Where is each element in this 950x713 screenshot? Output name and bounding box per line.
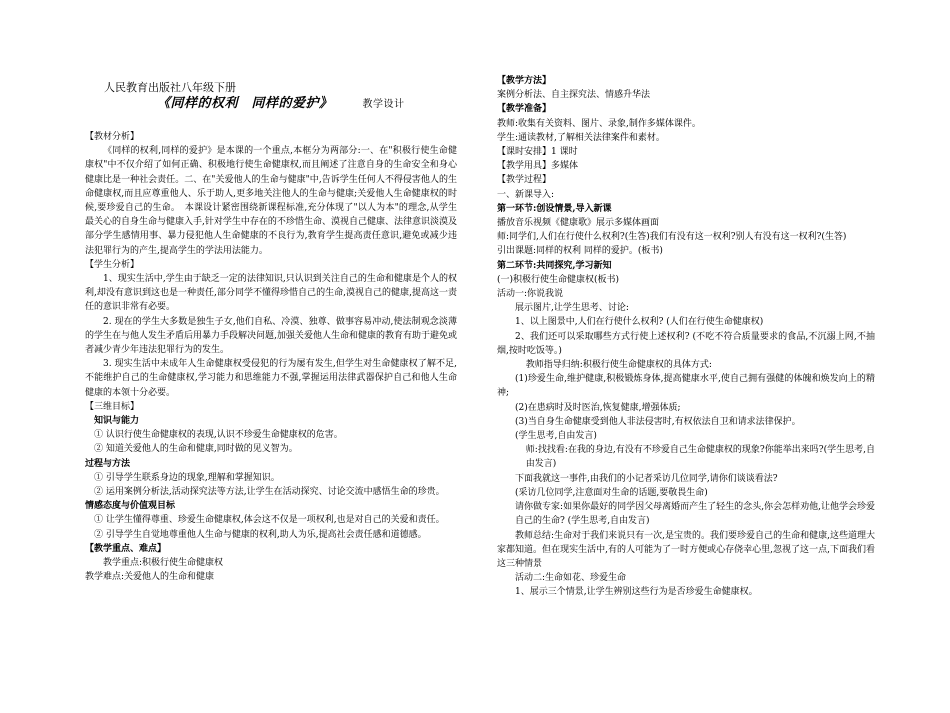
right-paragraph: 请你做专家:如果你最好的同学因父母离婚而产生了轻生的念头,你会怎样劝他,让他学会珍爱自己的生命? (学生思考,自由发言)	[515, 502, 875, 527]
left-paragraph: 【教学重点、难点】	[85, 543, 167, 554]
right-paragraph: 第一环节:创设情景,导入新课	[497, 203, 612, 214]
left-paragraph: ① 认识行使生命健康权的表现,认识不珍爱生命健康权的危害。	[94, 430, 343, 441]
right-paragraph: 一、新课导入:	[497, 189, 555, 200]
left-paragraph: 《同样的权利,同样的爱护》是本课的一个重点,本框分为两部分:一、在"积极行使生命健康权"中不仅介绍了如何正确、积极地行使生命健康权,而且阐述了注意自身的生命安全和身心健康比是一种社会责任。二、在"关爱他人的生命与健康"中,告诉学生任何人不得侵害他人的生命健康权,而且应尊重他人、乐于助人,更多地关注他人的生命与健康;关爱他人生命健康权的时候,要珍爱自己的生命。 本课设计紧密围绕新课程标准,充分体现了"以人为本"的理念,从学生最关心的自身生命与健康入手,针对学生中存在的不珍惜生命、漠视自己健康、法律意识淡漠及部分学生感情用事、暴力侵犯他人生命健康的不良行为,教育学生提高责任意识,避免或减少违法犯罪行为的产生,提高学生的学法用法能力。	[85, 146, 457, 256]
right-paragraph: 【教学用具】多媒体	[497, 161, 579, 172]
left-paragraph: ② 知道关爱他人的生命和健康,同时做的见义智为。	[94, 444, 298, 455]
right-paragraph: 【课时安排】1 课时	[497, 147, 578, 158]
right-paragraph: 2、我们还可以采取哪些方式行使上述权利? (不吃不符合质量要求的食品,不沉溺上网,不抽烟,按时吃饭等。)	[497, 331, 875, 356]
right-paragraph: 师:同学们,人们在行使什么权利?(生答)我们有没有这一权利?别人有没有这一权利?(生答)	[497, 232, 847, 243]
left-paragraph: 教学难点:关爱他人的生命和健康	[85, 572, 215, 583]
right-paragraph: 学生:通读教材,了解相关法律案件和素材。	[497, 132, 665, 143]
right-paragraph: 案例分析法、自主探究法、情感升华法	[497, 90, 651, 101]
right-paragraph: (3)当自身生命健康受到他人非法侵害时,有权依法自卫和请求法律保护。	[515, 416, 801, 427]
left-paragraph: 过程与方法	[85, 458, 131, 469]
right-paragraph: 教师:收集有关资料、图片、录象,制作多媒体课件。	[497, 118, 701, 129]
left-paragraph: 情感态度与价值观目标	[85, 501, 176, 512]
left-paragraph: 【学生分析】	[85, 259, 140, 270]
left-column	[85, 130, 457, 585]
right-paragraph: (学生思考,自由发言)	[515, 431, 597, 442]
right-paragraph: 引出课题:同样的权利 同样的爱护。(板书)	[497, 246, 663, 257]
left-paragraph: 1、现实生活中,学生由于缺乏一定的法律知识,只认识到关注自己的生命和健康是个人的权利,却没有意识到这也是一种责任,部分同学不懂得珍惜自己的生命,漠视自己的健康,提高这一责任的意识非常有必要。	[85, 274, 457, 313]
left-paragraph: ② 引导学生自觉地尊重他人生命与健康的权利,助人为乐,提高社会责任感和道德感。	[94, 529, 427, 540]
right-paragraph: 活动一:你说我说	[497, 289, 564, 300]
left-paragraph: 【教材分析】	[85, 132, 140, 142]
right-paragraph: 【教学过程】	[497, 175, 552, 186]
title-subtitle: 教学设计	[362, 99, 405, 110]
right-paragraph: 下面我就这一事件,由我们的小记者采访几位同学,请你们谈谈看法?	[515, 473, 778, 484]
left-paragraph: ② 运用案例分析法,活动探究法等方法,让学生在活动探究、讨论交流中感悟生命的珍贵。	[94, 487, 445, 498]
left-paragraph: ① 让学生懂得尊重、珍爱生命健康权,体会这不仅是一项权利,也是对自己的关爱和责任。	[94, 515, 445, 526]
right-paragraph: 第二环节:共同探究,学习新知	[497, 260, 612, 271]
left-paragraph: ① 引导学生联系身边的现象,理解和掌握知识。	[94, 472, 280, 483]
left-paragraph: 知识与能力	[94, 416, 140, 427]
publisher-line: 人民教育出版社八年级下册	[104, 81, 236, 94]
right-paragraph: 【教学方法】	[497, 76, 552, 86]
left-paragraph: 【三维目标】	[85, 401, 140, 412]
right-paragraph: 教师总结:生命对于我们来说只有一次,是宝贵的。我们要珍爱自己的生命和健康,这些道理大家都知道。但在现实生活中,有的人可能为了一时方便或心存侥幸心里,忽视了这一点,下面我们看这三种情景	[497, 530, 875, 569]
right-paragraph: (2)在患病时及时医治,恢复健康,增强体质;	[515, 402, 681, 413]
right-column	[497, 74, 875, 600]
title-text: 《同样的权利 同样的爱护》	[157, 96, 333, 111]
lesson-title	[157, 92, 405, 111]
right-paragraph: (采访几位同学,注意面对生命的话题,要敬畏生命)	[515, 487, 708, 498]
right-paragraph: 师:找找看:在我的身边,有没有不珍爱自己生命健康权的现象?你能举出来吗?(学生思考,自由发言)	[525, 445, 875, 470]
right-paragraph: 1、展示三个情景,让学生辨别这些行为是否珍爱生命健康权。	[515, 587, 758, 598]
right-paragraph: (1)珍爱生命,维护健康,积极锻炼身体,提高健康水平,使自己拥有强健的体魄和焕发向上的精神;	[497, 374, 875, 399]
left-paragraph: 3. 现实生活中未成年人生命健康权受侵犯的行为屡有发生,但学生对生命健康权了解不足,不能维护自己的生命健康权,学习能力和思维能力不强,掌握运用法律武器保护自己和他人生命健康的本领十分必要。	[85, 359, 457, 398]
right-paragraph: (一)积极行使生命健康权(板书)	[497, 274, 620, 285]
left-paragraph: 教学重点:积极行使生命健康权	[103, 558, 224, 569]
left-paragraph: 2. 现在的学生大多数是独生子女,他们自私、冷漠、独尊、做事容易冲动,使法制观念淡薄的学生在与他人发生矛盾后用暴力手段解决问题,加强关爱他人生命和健康的教育有助于避免或者减少青少年违法犯罪行为的发生。	[85, 316, 457, 356]
right-paragraph: 【教学准备】	[497, 104, 552, 115]
right-paragraph: 1、以上图景中,人们在行使什么权利? (人们在行使生命健康权)	[515, 317, 764, 328]
right-paragraph: 展示图片,让学生思考、讨论:	[515, 303, 629, 314]
right-paragraph: 播放音乐视频《健康歌》展示多媒体画面	[497, 218, 660, 229]
right-paragraph: 活动二:生命如花、珍爱生命	[515, 573, 627, 584]
right-paragraph: 教师指导归纳:积极行使生命健康权的具体方式:	[525, 360, 712, 371]
